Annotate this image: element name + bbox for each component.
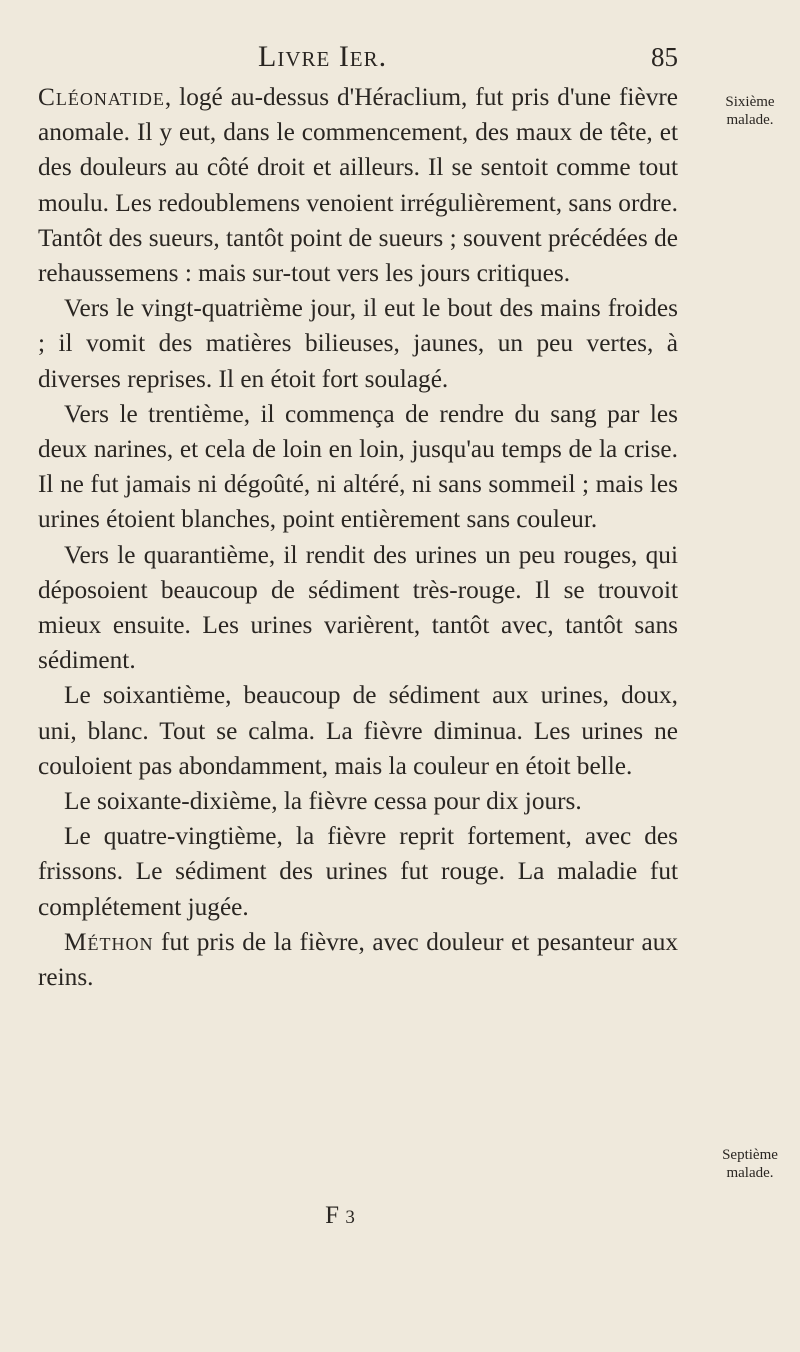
paragraph-text: , logé au-dessus d'Héraclium, fut pris d'une fièvre anomale. Il y eut, dans le commencement, des maux de tête, et des douleurs au côté droit et ailleurs. Il se sentoit comme tout moulu. Les redoublemens venoient irrégulièrement, sans ordre. Tantôt des sueurs, tantôt point de sueurs ; souvent précédées de rehaussemens : mais sur-tout vers les jours critiques.: [38, 83, 678, 288]
margin-note-line: malade.: [726, 1165, 774, 1181]
paragraph-30th-day: Vers le trentième, il commença de rendre du sang par les deux narines, et cela de loin en loin, jusqu'au temps de la crise. Il ne fut jamais ni dégoûté, ni altéré, ni sans sommeil ; mais les urines étoient blanches, point entièrement sans couleur.: [38, 399, 678, 534]
paragraph-80th-day: Le quatre-vingtième, la fièvre reprit fortement, avec des frissons. Le sédiment des urines fut rouge. La maladie fut complétement jugée.: [38, 822, 678, 921]
printer-signature-mark: [300, 1202, 380, 1230]
paragraph-cleonatide: [38, 80, 678, 291]
paragraph-40th-day: Vers le quarantième, il rendit des urines un peu rouges, qui déposoient beaucoup de sédiment très-rouge. Il se trouvoit mieux ensuite. Les urines varièrent, tantôt avec, tantôt sans sédiment.: [38, 540, 678, 675]
margin-note-line: Septième: [722, 1147, 778, 1163]
margin-note-line: Sixième: [725, 94, 775, 110]
running-header: [258, 40, 678, 80]
margin-note-seventh-patient: [705, 1146, 795, 1182]
paragraph-70th-day: Le soixante-dixième, la fièvre cessa pour dix jours.: [64, 787, 582, 816]
patient-name-methon: Méthon: [64, 927, 154, 956]
paragraph-24th-day: Vers le vingt-quatrième jour, il eut le bout des mains froides ; il vomit des matières bilieuses, jaunes, un peu vertes, à diverses reprises. Il en étoit fort soulagé.: [38, 294, 678, 393]
paragraph-60th-day: Le soixantième, beaucoup de sédiment aux urines, doux, uni, blanc. Tout se calma. La fièvre diminua. Les urines ne couloient pas abondamment, mais la couleur en étoit belle.: [38, 681, 678, 780]
body-text: [38, 80, 678, 995]
patient-name-cleonatide: Cléonatide: [38, 83, 165, 111]
signature-number: 3: [345, 1207, 355, 1228]
paragraph-text: fut pris de la fièvre, avec douleur et pesanteur aux reins.: [38, 927, 678, 992]
paragraph-methon: [38, 925, 678, 995]
margin-note-sixth-patient: [705, 93, 795, 129]
signature-letter: F: [325, 1202, 340, 1229]
book-title: Livre Ier.: [258, 40, 388, 73]
margin-note-line: malade.: [726, 112, 774, 128]
page-number: 85: [651, 42, 678, 72]
